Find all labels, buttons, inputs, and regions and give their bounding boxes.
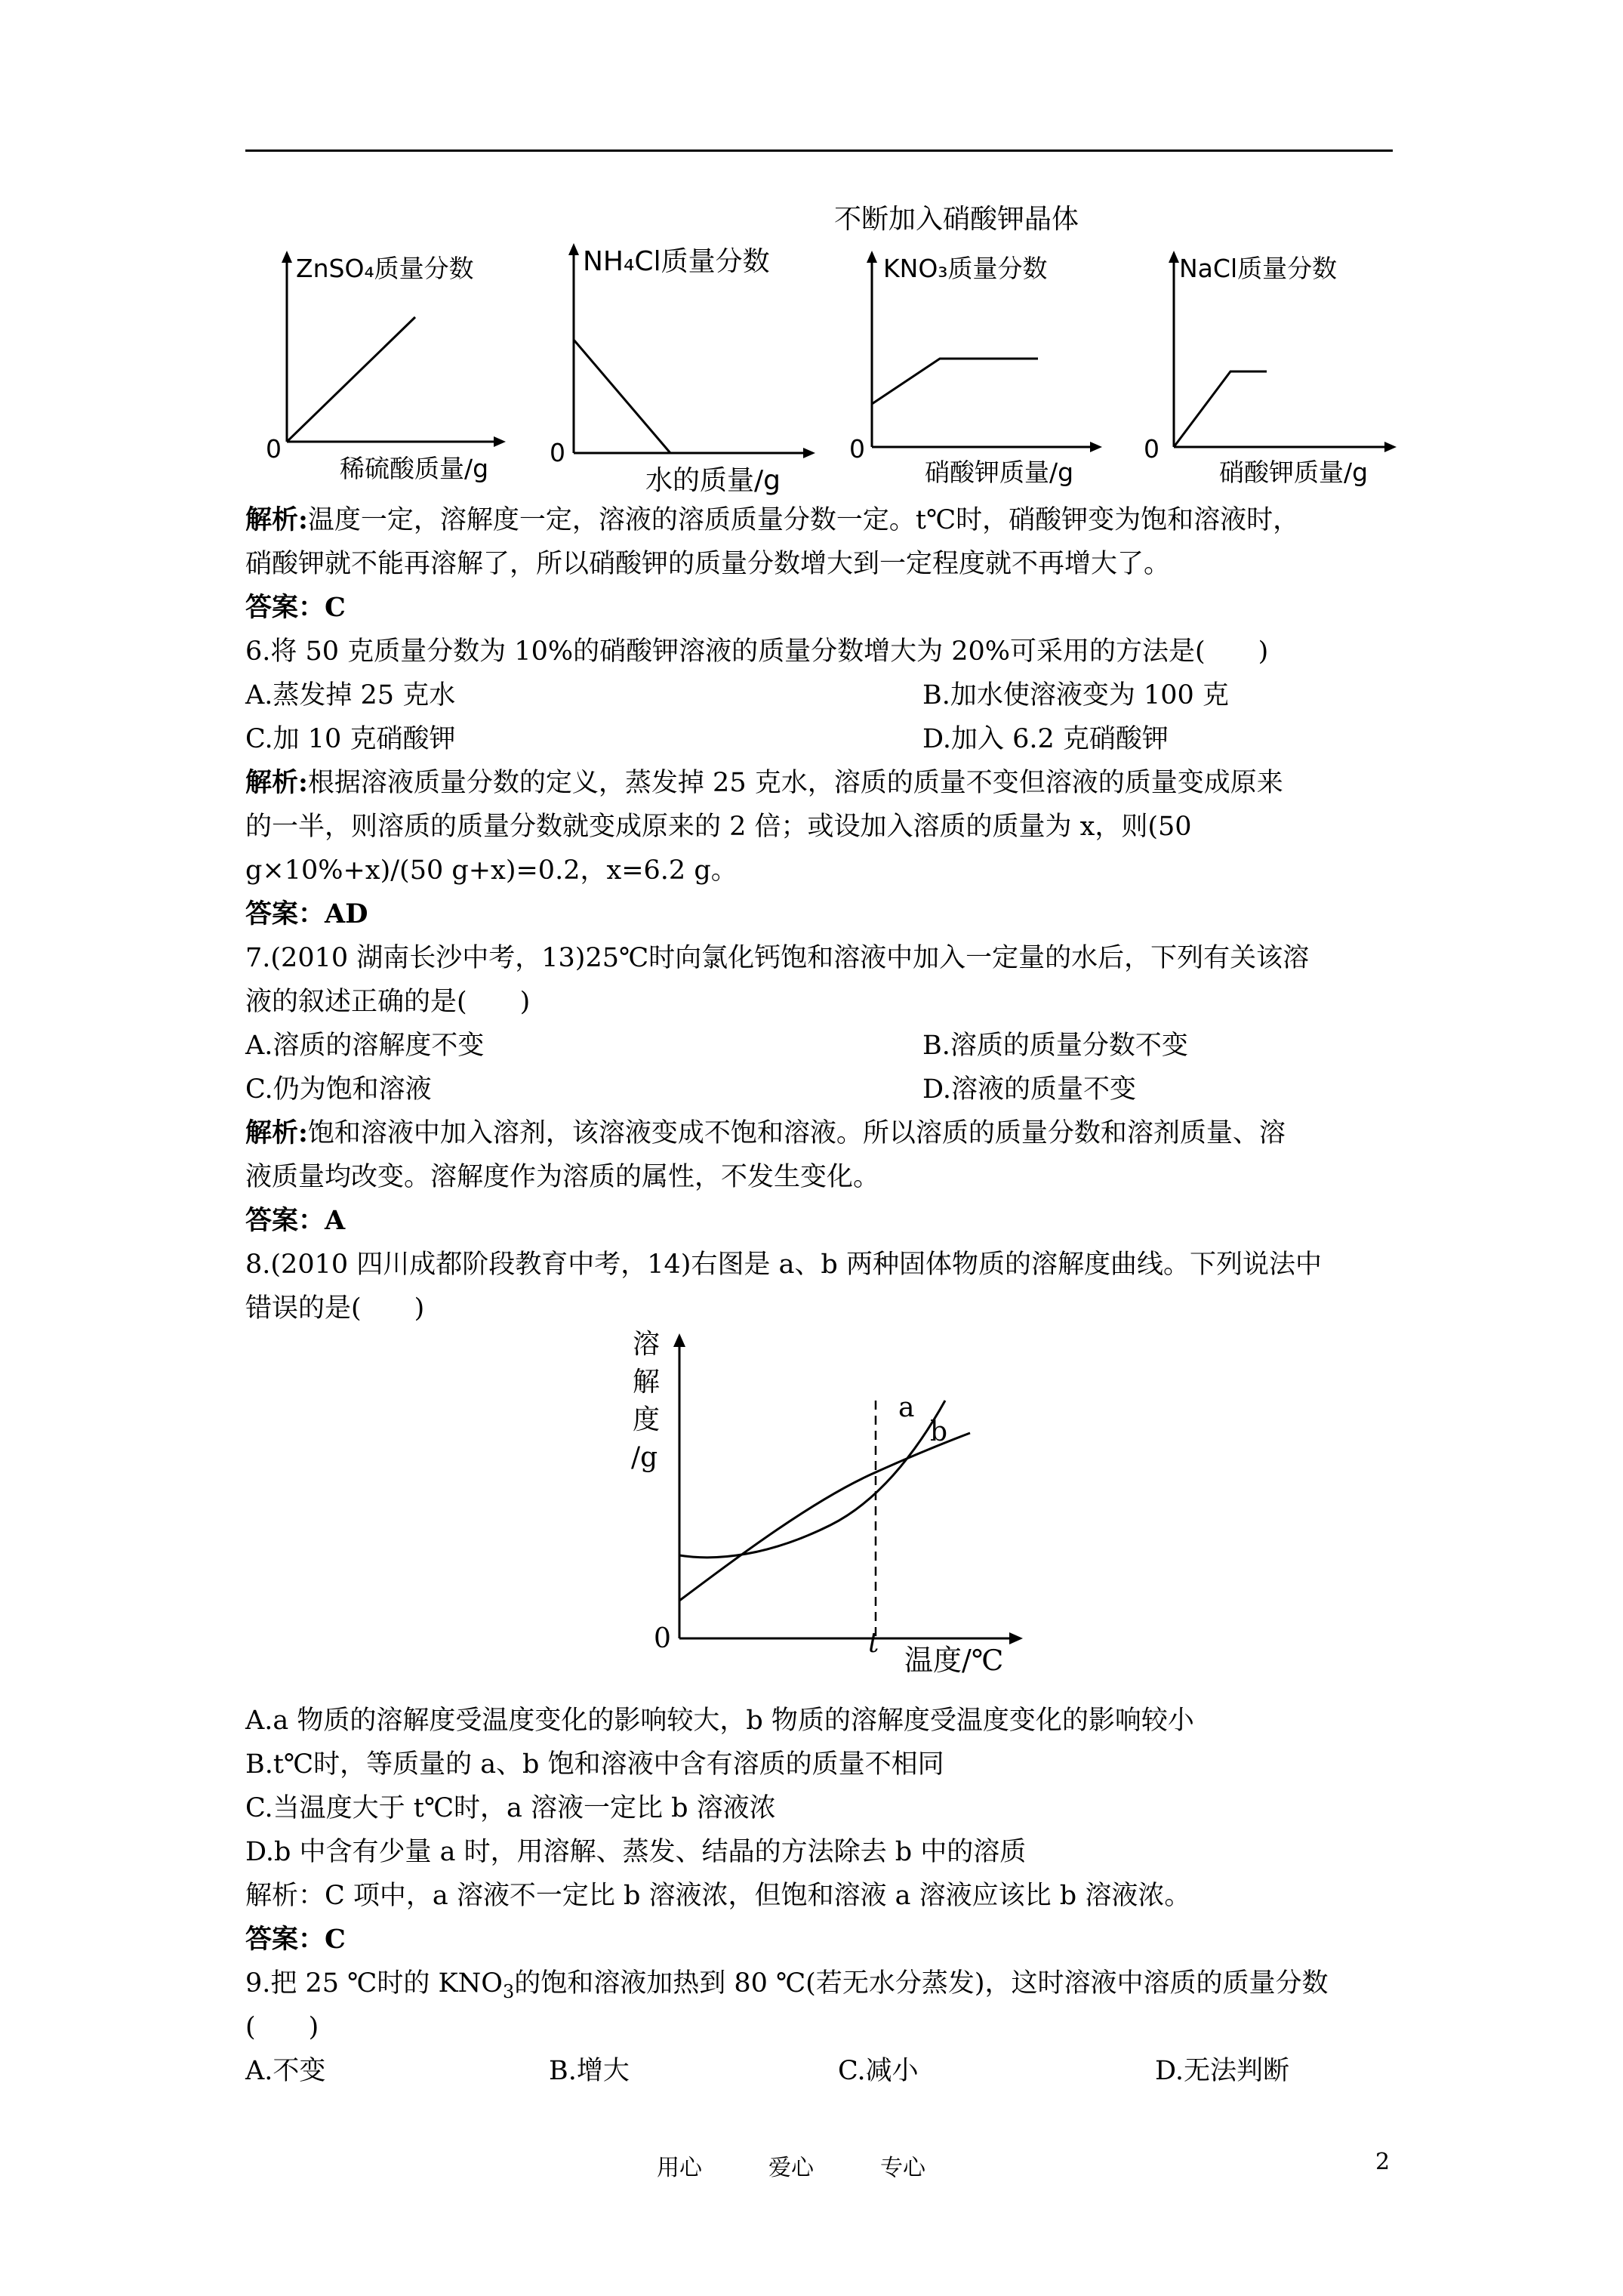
analysis-text: 饱和溶液中加入溶剂，该溶液变成不饱和溶液。所以溶质的质量分数和溶剂质量、溶: [307, 1118, 1286, 1148]
footer-item-2: 爱心: [768, 2155, 814, 2181]
q6-option-c: C.加 10 克硝酸钾: [245, 724, 456, 754]
block1-answer: 答案：C: [245, 592, 346, 623]
graph-kno3-origin: 0: [849, 434, 865, 464]
q8-option-c: C.当温度大于 t℃时，a 溶液一定比 b 溶液浓: [245, 1793, 776, 1823]
q8-analysis: 解析：C 项中，a 溶液不一定比 b 溶液浓，但饱和溶液 a 溶液应该比 b 溶液浓。: [245, 1881, 1191, 1911]
graph-znso4-xlabel: 稀硫酸质量/g: [340, 454, 489, 483]
q9-stem-pre: 9.把 25 ℃时的 KNO: [245, 1968, 503, 1999]
footer-item-1: 用心: [657, 2155, 702, 2181]
footer-item-3: 专心: [880, 2155, 925, 2181]
q8-option-b: B.t℃时，等质量的 a、b 饱和溶液中含有溶质的质量不相同: [245, 1749, 944, 1780]
q9-option-a: A.不变: [245, 2056, 326, 2086]
q9-stem-subscript: 3: [502, 1981, 515, 2002]
figure-ylabel-char-3: 度: [633, 1404, 661, 1435]
q7-analysis-line2: 液质量均改变。溶解度作为溶质的属性，不发生变化。: [245, 1162, 880, 1192]
solubility-curve-figure: [619, 1329, 1042, 1684]
graph-nacl-ylabel: NaCl质量分数: [1179, 254, 1338, 283]
q7-analysis-line1: [245, 1111, 1286, 1155]
figure-ylabel-char-2: 解: [633, 1367, 661, 1398]
q8-answer: 答案：C: [245, 1924, 346, 1955]
q7-option-a: A.溶质的溶解度不变: [245, 1031, 485, 1061]
page-number: 2: [1375, 2149, 1390, 2175]
q6-option-a: A.蒸发掉 25 克水: [245, 680, 456, 710]
q7-answer: 答案：A: [245, 1205, 346, 1236]
graph-znso4-origin: 0: [266, 434, 282, 464]
q7-stem-line1: 7.(2010 湖南长沙中考，13)25℃时向氯化钙饱和溶液中加入一定量的水后，下列有关该溶: [245, 943, 1310, 973]
block1-analysis-line2: 硝酸钾就不能再溶解了，所以硝酸钾的质量分数增大到一定程度就不再增大了。: [245, 549, 1171, 579]
analysis-label: 解析:: [245, 504, 308, 535]
q6-analysis-line3: g×10%+x)/(50 g+x)=0.2，x=6.2 g。: [245, 855, 738, 886]
header-rule: [245, 149, 1393, 152]
figure-t-label: t: [868, 1628, 879, 1659]
graph-caption: 不断加入硝酸钾晶体: [834, 204, 1079, 235]
q6-answer: 答案：AD: [245, 898, 368, 929]
analysis-text: 根据溶液质量分数的定义，蒸发掉 25 克水，溶质的质量不变但溶液的质量变成原来: [307, 768, 1283, 798]
q9-option-d: D.无法判断: [1155, 2056, 1289, 2086]
q6-analysis-line2: 的一半，则溶质的质量分数就变成原来的 2 倍；或设加入溶质的质量为 x，则(50: [245, 812, 1192, 842]
graph-nh4cl-origin: 0: [550, 438, 565, 467]
q9-stem-line2: ( ): [245, 2012, 319, 2042]
graph-kno3-xlabel: 硝酸钾质量/g: [925, 458, 1074, 487]
graph-kno3-ylabel: KNO₃质量分数: [883, 254, 1048, 283]
q6-option-b: B.加水使溶液变为 100 克: [922, 680, 1229, 710]
figure-ylabel-char-4: /g: [631, 1442, 658, 1473]
q8-stem-line1: 8.(2010 四川成都阶段教育中考，14)右图是 a、b 两种固体物质的溶解度曲线。下列说法中: [245, 1250, 1322, 1280]
q8-stem-line2: 错误的是( ): [245, 1293, 425, 1324]
q7-option-d: D.溶液的质量不变: [922, 1074, 1136, 1105]
analysis-text: 温度一定，溶解度一定，溶液的溶质质量分数一定。t℃时，硝酸钾变为饱和溶液时，: [307, 505, 1300, 535]
analysis-label: 解析:: [245, 1117, 308, 1148]
graph-nacl-xlabel: 硝酸钾质量/g: [1219, 458, 1369, 487]
q7-option-c: C.仍为饱和溶液: [245, 1074, 432, 1105]
q7-stem-line2: 液的叙述正确的是( ): [245, 987, 531, 1017]
figure-ylabel-char-1: 溶: [633, 1329, 661, 1360]
curve-b-label: b: [930, 1416, 948, 1447]
q8-option-d: D.b 中含有少量 a 时，用溶解、蒸发、结晶的方法除去 b 中的溶质: [245, 1837, 1027, 1867]
q8-option-a: A.a 物质的溶解度受温度变化的影响较大，b 物质的溶解度受温度变化的影响较小: [245, 1706, 1194, 1736]
graph-znso4-ylabel: ZnSO₄质量分数: [296, 254, 474, 283]
q6-analysis-line1: [245, 761, 1283, 805]
graph-nh4cl-xlabel: 水的质量/g: [645, 465, 781, 496]
block1-analysis-line1: [245, 498, 1299, 542]
curve-a-label: a: [898, 1392, 915, 1423]
q9-option-b: B.增大: [549, 2056, 630, 2086]
analysis-label: 解析:: [245, 767, 308, 798]
q6-option-d: D.加入 6.2 克硝酸钾: [922, 724, 1169, 754]
q9-option-c: C.减小: [838, 2056, 919, 2086]
q7-option-b: B.溶质的质量分数不变: [922, 1031, 1188, 1061]
q9-stem-line1: [245, 1962, 1328, 2014]
q6-stem: 6.将 50 克质量分数为 10%的硝酸钾溶液的质量分数增大为 20%可采用的方法是( ): [245, 636, 1269, 667]
figure-xlabel: 温度/℃: [904, 1644, 1004, 1677]
curve-b: [679, 1433, 970, 1601]
q9-stem-post: 的饱和溶液加热到 80 ℃(若无水分蒸发)，这时溶液中溶质的质量分数: [514, 1968, 1329, 1999]
graph-nh4cl-ylabel: NH₄Cl质量分数: [583, 246, 770, 277]
graph-nacl-origin: 0: [1144, 434, 1160, 464]
figure-origin: 0: [654, 1623, 671, 1654]
